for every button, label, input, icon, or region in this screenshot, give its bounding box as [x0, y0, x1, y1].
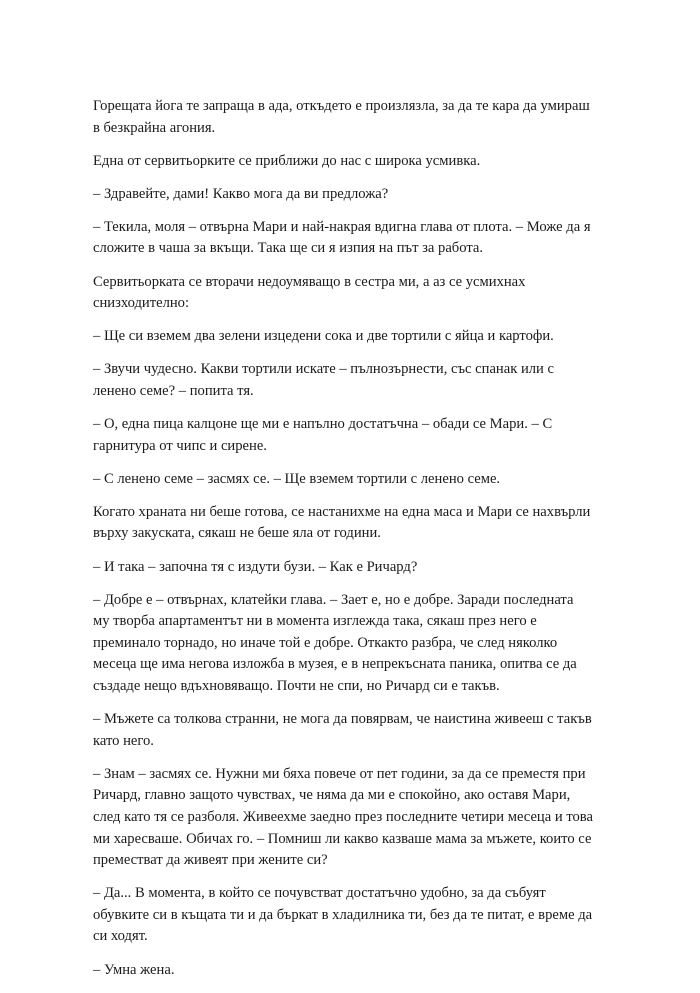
paragraph: Една от сервитьорките се приближи до нас с широка усмивка.	[93, 152, 481, 169]
paragraph: – Здравейте, дами! Какво мога да ви предложа?	[93, 185, 389, 202]
document-body	[93, 96, 593, 993]
paragraph: – Текила, моля – отвърна Мари и най-накрая вдигна глава от плота. – Може да я сложите в чаша за вкъщи. Така ще си я изпия на път за работа.	[93, 218, 591, 257]
paragraph: – Умна жена.	[93, 961, 175, 978]
paragraph: – И така – започна тя с издути бузи. – Как е Ричард?	[93, 558, 418, 575]
paragraph: – О, една пица калцоне ще ми е напълно достатъчна – обади се Мари. – С гарнитура от чипс и сирене.	[93, 416, 553, 454]
paragraph: – Ще си вземем два зелени изцедени сока и две тортили с яйца и картофи.	[93, 328, 554, 345]
paragraph: Сервитьорката се вторачи недоумяващо в сестра ми, а аз се усмихнах снизходително:	[93, 273, 526, 312]
paragraph: – Мъжете са толкова странни, не мога да повярвам, че наистина живееш с такъв като него.	[93, 711, 592, 749]
paragraph: – Добре е – отвърнах, клатейки глава. – Зает е, но е добре. Заради последната му творба апартаментът ни в момента изглежда така, сякаш през него е преминало торнадо, но иначе той е добре. Откакто разбра, че след няколко месеца ще има негова изложба в музея, е в непрекъсната паника, опитва се да създаде нещо вдъхновяващо. Почти не спи, но Ричард си е такъв.	[93, 591, 577, 694]
paragraph: – Да... В момента, в който се почувстват достатъчно удобно, за да събуят обувките си в къщата ти и да бъркат в хладилника ти, без да те питат, е време да си ходят.	[93, 885, 593, 945]
paragraph: Горещата йога те запраща в ада, откъдето е произлязла, за да те кара да умираш в безкрайна агония.	[93, 98, 590, 136]
paragraph: Когато храната ни беше готова, се настанихме на една маса и Мари се нахвърли върху закуската, сякаш не беше яла от години.	[93, 503, 591, 542]
paragraph: – Знам – засмях се. Нужни ми бяха повече от пет години, за да се преместя при Ричард, главно защото чувствах, че няма да ми е спокойно, ако оставя Мари, след като тя се разболя. Живеехме заедно през последните четири месеца и това ми харесваше. Обичах го. – Помниш ли какво казваше мама за мъжете, които се преместват да живеят при жените си?	[93, 765, 593, 869]
paragraph: – С ленено семе – засмях се. – Ще вземем тортили с ленено семе.	[93, 470, 501, 487]
paragraph: – Звучи чудесно. Какви тортили искате – пълнозърнести, със спанак или с ленено семе? – попита тя.	[93, 361, 554, 399]
